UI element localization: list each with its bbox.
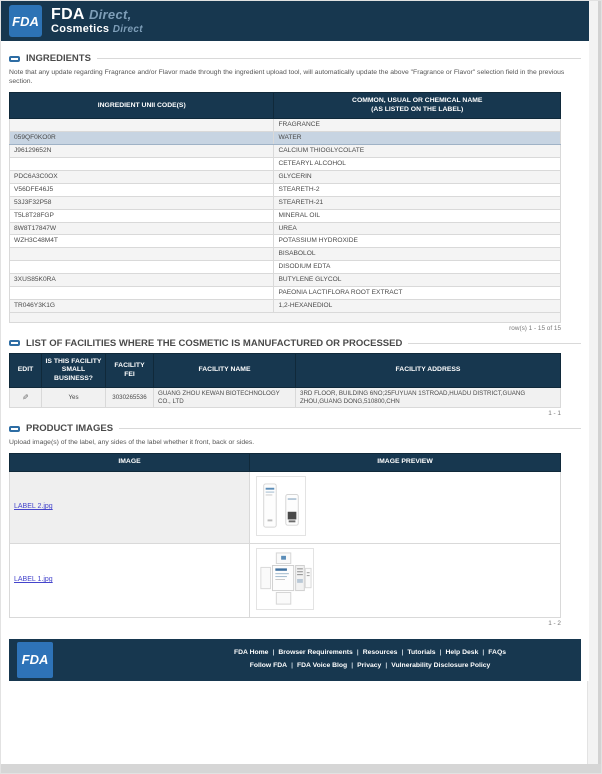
facilities-col-name: FACILITY NAME (154, 353, 296, 387)
ingredient-row[interactable] (10, 119, 561, 132)
footer-link[interactable]: Resources (362, 648, 398, 656)
product-images-pagination: 1 - 2 (548, 619, 561, 627)
ingredient-name: BUTYLENE GLYCOL (274, 274, 561, 287)
ingredient-name: UREA (274, 222, 561, 235)
label-preview-thumbnail[interactable] (256, 548, 314, 610)
facilities-table (9, 353, 561, 408)
facilities-pagination: 1 - 1 (548, 410, 561, 418)
window-bottom-edge (1, 764, 601, 773)
footer-link-separator (401, 649, 403, 656)
ingredients-table-body (10, 119, 561, 313)
app-subtitle-main: Cosmetics (51, 22, 110, 35)
image-row (10, 543, 561, 617)
footer-link[interactable]: Privacy (357, 661, 382, 669)
image-row (10, 471, 561, 543)
ingredient-unii-code: WZH3C48M4T (10, 235, 274, 248)
table-footer-strip (10, 312, 561, 322)
ingredient-name: CALCIUM THIOGLYCOLATE (274, 145, 561, 158)
ingredients-table (9, 92, 561, 323)
images-col-image: IMAGE (10, 454, 250, 471)
footer-link-separator (291, 662, 293, 669)
ingredient-name: CETEARYL ALCOHOL (274, 158, 561, 171)
ingredient-row[interactable] (10, 170, 561, 183)
app-subtitle (51, 24, 143, 36)
ingredients-note: Note that any update regarding Fragrance and/or Flavor made through the ingredient upload tool, will automatically update the above "Fragrance or Flavor" selection field in the previous section. (9, 69, 565, 86)
facilities-col-address: FACILITY ADDRESS (296, 353, 561, 387)
image-link[interactable]: LABEL 1.jpg (14, 576, 53, 584)
ingredient-name: MINERAL OIL (274, 209, 561, 222)
images-col-preview: IMAGE PREVIEW (250, 454, 561, 471)
collapse-icon[interactable] (9, 56, 20, 62)
ingredient-unii-code (10, 261, 274, 274)
ingredient-unii-code: 3XUS85K0RA (10, 274, 274, 287)
footer-link[interactable]: Help Desk (445, 648, 479, 656)
facility-fei: 3030265536 (106, 388, 154, 408)
footer-link-separator (351, 662, 353, 669)
ingredient-name: STEARETH-21 (274, 196, 561, 209)
product-images-section-title: PRODUCT IMAGES (26, 423, 114, 435)
ingredient-unii-code (10, 248, 274, 261)
footer-link[interactable]: Browser Requirements (278, 648, 353, 656)
facilities-col-small-business: IS THIS FACILITY SMALL BUSINESS? (42, 353, 106, 387)
app-title-main: FDA (51, 5, 85, 23)
ingredient-name: WATER (274, 132, 561, 145)
facility-name: GUANG ZHOU KEWAN BIOTECHNOLOGY CO., LTD (154, 388, 296, 408)
facility-edit-cell (10, 388, 42, 408)
app-titles (51, 7, 143, 35)
ingredient-name: POTASSIUM HYDROXIDE (274, 235, 561, 248)
facilities-table-wrap (9, 353, 581, 417)
main-content (1, 41, 589, 681)
footer-link[interactable]: Vulnerability Disclosure Policy (391, 661, 491, 669)
ingredient-row[interactable] (10, 158, 561, 171)
footer-link[interactable]: FAQs (488, 648, 507, 656)
ingredients-section-title: INGREDIENTS (26, 53, 91, 64)
facility-address: 3RD FLOOR, BUILDING 6NO;25FUYUAN 1STROAD,HUADU DISTRICT,GUANG ZHOU,GUANG DONG,510800,CHN (296, 388, 561, 408)
ingredients-col-name: COMMON, USUAL OR CHEMICAL NAME (AS LISTED ON THE LABEL) (274, 93, 561, 119)
ingredients-pagination: row(s) 1 - 15 of 15 (509, 324, 561, 332)
footer-link-separator (357, 649, 359, 656)
image-link[interactable]: LABEL 2.jpg (14, 503, 53, 511)
app-header (1, 1, 589, 41)
footer-link-separator (272, 649, 274, 656)
footer-link-separator (385, 662, 387, 669)
facility-row (10, 388, 561, 408)
ingredient-name: STEARETH-2 (274, 183, 561, 196)
app-subtitle-accent: Direct (112, 23, 143, 35)
ingredient-row[interactable] (10, 261, 561, 274)
facilities-section-header (9, 338, 581, 349)
ingredient-unii-code: V56DFE46J5 (10, 183, 274, 196)
footer-links (53, 647, 567, 673)
facilities-col-fei: FACILITY FEI (106, 353, 154, 387)
footer-links-row-2 (173, 660, 567, 673)
footer-link-separator (482, 649, 484, 656)
ingredient-unii-code: T5L8T28FGP (10, 209, 274, 222)
image-label-cell (10, 543, 250, 617)
footer-link[interactable]: FDA Home (233, 648, 269, 656)
ingredient-name: DISODIUM EDTA (274, 261, 561, 274)
footer-link[interactable]: Follow FDA (249, 661, 288, 669)
ingredients-section-header (9, 53, 581, 64)
product-images-table-wrap (9, 453, 581, 626)
ingredient-unii-code: TR046Y3K1G (10, 300, 274, 313)
fda-logo: FDA (9, 5, 42, 37)
ingredient-name: 1,2-HEXANEDIOL (274, 300, 561, 313)
ingredient-row[interactable] (10, 287, 561, 300)
ingredient-unii-code: 8W8T17847W (10, 222, 274, 235)
footer-link[interactable]: FDA Voice Blog (296, 661, 348, 669)
ingredient-unii-code: J96129652N (10, 145, 274, 158)
ingredient-row[interactable] (10, 132, 561, 145)
fda-footer-logo: FDA (17, 642, 53, 678)
facilities-section-title: LIST OF FACILITIES WHERE THE COSMETIC IS MANUFACTURED OR PROCESSED (26, 337, 403, 349)
collapse-icon[interactable] (9, 340, 20, 346)
ingredient-row[interactable] (10, 183, 561, 196)
ingredient-row[interactable] (10, 196, 561, 209)
ingredients-col-unii: INGREDIENT UNII CODE(S) (10, 93, 274, 119)
app-title (51, 7, 143, 24)
ingredient-name: PAEONIA LACTIFLORA ROOT EXTRACT (274, 287, 561, 300)
image-preview-cell (250, 543, 561, 617)
window-right-edge (598, 1, 601, 773)
facilities-col-edit: EDIT (10, 353, 42, 387)
ingredient-unii-code (10, 158, 274, 171)
product-images-section-header (9, 423, 581, 434)
footer-link[interactable]: Tutorials (407, 648, 436, 656)
ingredient-row[interactable] (10, 248, 561, 261)
collapse-icon[interactable] (9, 426, 20, 432)
ingredient-unii-code (10, 287, 274, 300)
ingredient-name: GLYCERIN (274, 170, 561, 183)
ingredients-table-wrap (9, 92, 581, 332)
footer-link-separator (440, 649, 442, 656)
ingredient-row[interactable] (10, 235, 561, 248)
ingredient-unii-code (10, 119, 274, 132)
image-label-cell (10, 471, 250, 543)
ingredient-row[interactable] (10, 145, 561, 158)
content-sheet (1, 1, 589, 681)
ingredient-unii-code: PDC6A3C0OX (10, 170, 274, 183)
ingredient-row[interactable] (10, 274, 561, 287)
ingredient-name: BISABOLOL (274, 248, 561, 261)
image-preview-cell (250, 471, 561, 543)
product-images-table (9, 453, 561, 617)
ingredient-row[interactable] (10, 300, 561, 313)
section-divider (119, 428, 581, 429)
app-title-accent: Direct, (88, 6, 132, 22)
app-footer (9, 639, 581, 681)
product-images-note: Upload image(s) of the label, any sides of the label whether it front, back or sides. (9, 439, 255, 447)
ingredient-name: FRAGRANCE (274, 119, 561, 132)
ingredient-unii-code: 53J3F32P58 (10, 196, 274, 209)
facility-small-business: Yes (42, 388, 106, 408)
section-divider (408, 343, 581, 344)
ingredient-unii-code: 059QF0KO0R (10, 132, 274, 145)
ingredient-row[interactable] (10, 222, 561, 235)
label-preview-thumbnail[interactable] (256, 476, 306, 536)
section-divider (97, 58, 581, 59)
ingredient-row[interactable] (10, 209, 561, 222)
footer-links-row-1 (173, 647, 567, 660)
edit-icon[interactable]: ✎ (22, 393, 29, 402)
